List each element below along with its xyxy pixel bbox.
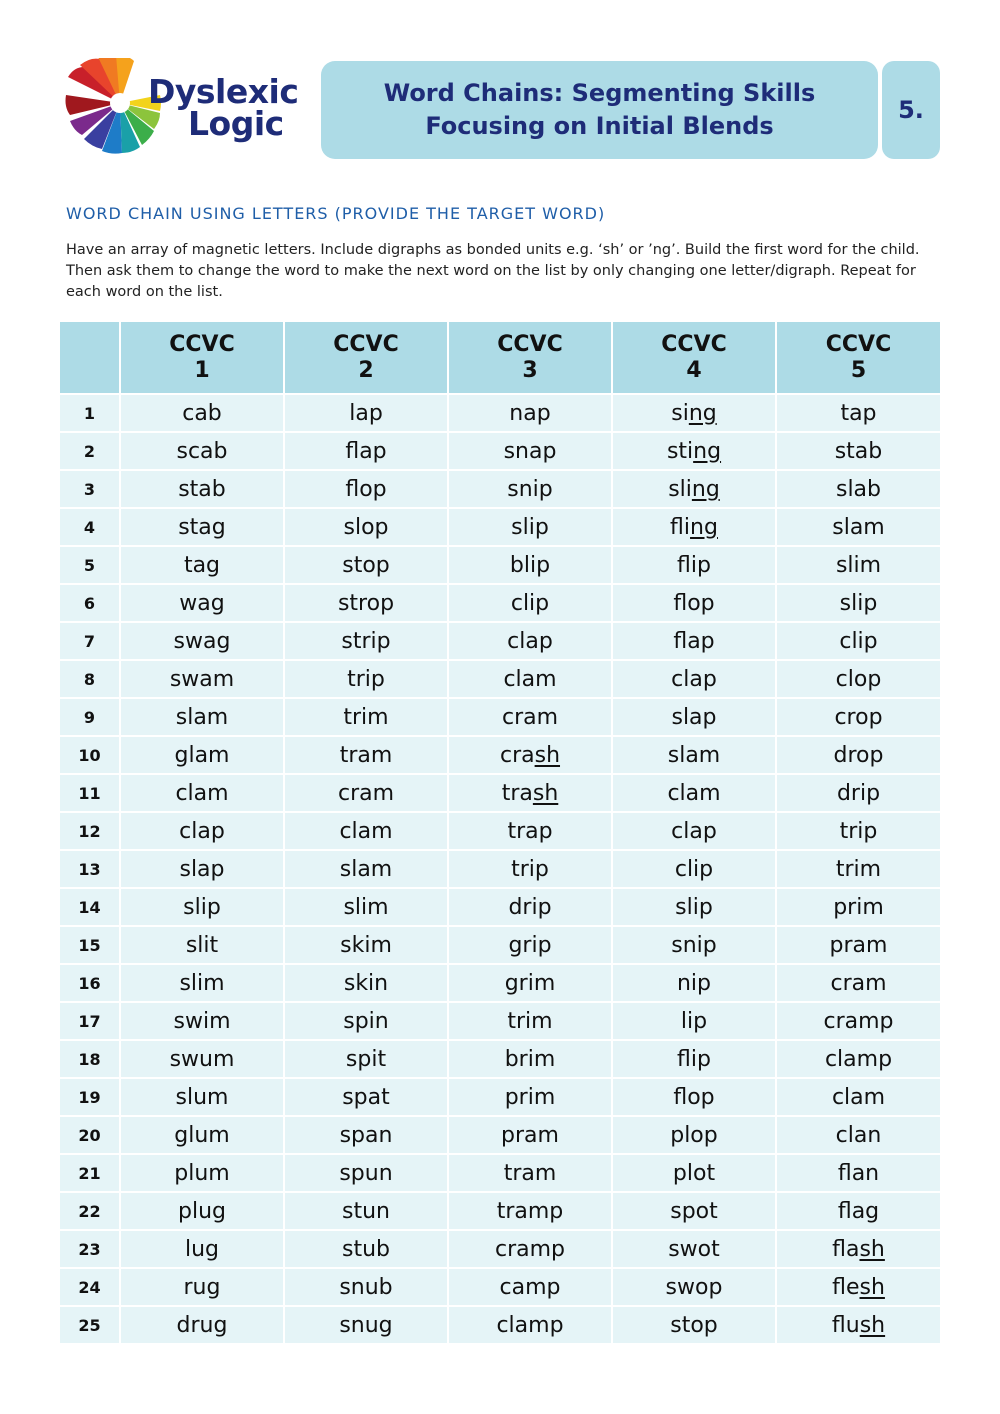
word-cell: plum — [120, 1154, 284, 1192]
table-row — [60, 660, 940, 698]
table-row — [60, 508, 940, 546]
table-row — [60, 470, 940, 508]
word-cell: nip — [612, 964, 776, 1002]
column-header: CCVC 4 — [612, 322, 776, 394]
row-number: 9 — [60, 698, 120, 736]
table-row — [60, 1040, 940, 1078]
word-cell: spat — [284, 1078, 448, 1116]
column-header: CCVC 2 — [284, 322, 448, 394]
title-banner — [321, 61, 878, 159]
word-cell: drip — [776, 774, 940, 812]
word-cell: slap — [120, 850, 284, 888]
word-cell: trip — [448, 850, 612, 888]
word-cell: scab — [120, 432, 284, 470]
logo-text — [148, 72, 299, 143]
word-cell: slip — [612, 888, 776, 926]
word-cell: flan — [776, 1154, 940, 1192]
word-chain-table — [60, 322, 940, 1343]
word-cell: slit — [120, 926, 284, 964]
word-cell: crop — [776, 698, 940, 736]
word-cell: fling — [612, 508, 776, 546]
word-cell: cab — [120, 394, 284, 432]
word-cell: tram — [284, 736, 448, 774]
word-cell: clam — [776, 1078, 940, 1116]
word-cell: cram — [284, 774, 448, 812]
instructions-text: Have an array of magnetic letters. Include digraphs as bonded units e.g. ‘sh’ or ’ng’. Build the first word for the child. Then ask them to change the word to make the next word on the list by only changing one letter/digraph. Repeat for each word on the list. — [66, 242, 920, 300]
row-number: 11 — [60, 774, 120, 812]
word-cell: flop — [612, 1078, 776, 1116]
table-row — [60, 1306, 940, 1343]
word-cell: snub — [284, 1268, 448, 1306]
row-number: 7 — [60, 622, 120, 660]
page-number: 5. — [898, 96, 924, 124]
word-cell: stub — [284, 1230, 448, 1268]
word-cell: swag — [120, 622, 284, 660]
table-row — [60, 698, 940, 736]
word-cell: clip — [448, 584, 612, 622]
word-cell: skim — [284, 926, 448, 964]
word-cell: slim — [776, 546, 940, 584]
column-header: CCVC 5 — [776, 322, 940, 394]
word-cell: slap — [612, 698, 776, 736]
row-number: 3 — [60, 470, 120, 508]
word-cell: clap — [612, 812, 776, 850]
word-cell: spit — [284, 1040, 448, 1078]
word-cell: sting — [612, 432, 776, 470]
word-cell: swot — [612, 1230, 776, 1268]
column-header: CCVC 1 — [120, 322, 284, 394]
table-row — [60, 546, 940, 584]
dyslexic-logic-logo — [62, 58, 312, 158]
table-row — [60, 774, 940, 812]
logo-word-logic: Logic — [188, 104, 284, 143]
word-cell: flip — [612, 546, 776, 584]
row-number: 5 — [60, 546, 120, 584]
word-cell: slam — [120, 698, 284, 736]
word-cell: wag — [120, 584, 284, 622]
word-cell: plot — [612, 1154, 776, 1192]
word-cell: slam — [612, 736, 776, 774]
word-cell: spot — [612, 1192, 776, 1230]
word-cell: clip — [612, 850, 776, 888]
table-header-row — [60, 322, 940, 394]
word-cell: cramp — [448, 1230, 612, 1268]
word-cell: flag — [776, 1192, 940, 1230]
table-row — [60, 888, 940, 926]
word-cell: stun — [284, 1192, 448, 1230]
flower-petals-icon — [62, 58, 162, 158]
row-number: 1 — [60, 394, 120, 432]
row-number: 20 — [60, 1116, 120, 1154]
row-number: 22 — [60, 1192, 120, 1230]
word-cell: stab — [776, 432, 940, 470]
word-cell: trip — [776, 812, 940, 850]
word-cell: pram — [448, 1116, 612, 1154]
word-cell: prim — [448, 1078, 612, 1116]
word-cell: slum — [120, 1078, 284, 1116]
word-cell: slip — [448, 508, 612, 546]
row-number: 23 — [60, 1230, 120, 1268]
word-cell: grip — [448, 926, 612, 964]
word-cell: sing — [612, 394, 776, 432]
word-cell: clam — [448, 660, 612, 698]
row-number: 17 — [60, 1002, 120, 1040]
word-cell: clam — [120, 774, 284, 812]
word-cell: clamp — [448, 1306, 612, 1343]
word-cell: slam — [284, 850, 448, 888]
row-number: 19 — [60, 1078, 120, 1116]
word-cell: prim — [776, 888, 940, 926]
word-cell: strop — [284, 584, 448, 622]
word-cell: slip — [120, 888, 284, 926]
column-header: CCVC 3 — [448, 322, 612, 394]
word-cell: clam — [284, 812, 448, 850]
word-cell: strip — [284, 622, 448, 660]
word-cell: drip — [448, 888, 612, 926]
word-cell: tap — [776, 394, 940, 432]
table-row — [60, 394, 940, 432]
word-cell: glam — [120, 736, 284, 774]
word-cell: rug — [120, 1268, 284, 1306]
word-cell: clap — [120, 812, 284, 850]
logo-word-dyslexic: Dyslexic — [148, 72, 299, 111]
word-cell: lug — [120, 1230, 284, 1268]
row-number: 6 — [60, 584, 120, 622]
word-cell: slim — [120, 964, 284, 1002]
word-cell: cram — [448, 698, 612, 736]
word-cell: stop — [284, 546, 448, 584]
word-cell: clap — [448, 622, 612, 660]
word-cell: cramp — [776, 1002, 940, 1040]
row-number: 4 — [60, 508, 120, 546]
table-row — [60, 1192, 940, 1230]
row-number: 10 — [60, 736, 120, 774]
word-cell: trim — [776, 850, 940, 888]
word-cell: flush — [776, 1306, 940, 1343]
row-number: 21 — [60, 1154, 120, 1192]
row-number: 25 — [60, 1306, 120, 1343]
word-cell: trap — [448, 812, 612, 850]
word-cell: slab — [776, 470, 940, 508]
word-cell: slop — [284, 508, 448, 546]
word-cell: drop — [776, 736, 940, 774]
word-cell: clan — [776, 1116, 940, 1154]
row-number: 24 — [60, 1268, 120, 1306]
word-cell: slim — [284, 888, 448, 926]
word-cell: flip — [612, 1040, 776, 1078]
word-cell: slip — [776, 584, 940, 622]
table-row — [60, 432, 940, 470]
word-cell: flop — [284, 470, 448, 508]
word-cell: trim — [284, 698, 448, 736]
table-row — [60, 926, 940, 964]
word-cell: flop — [612, 584, 776, 622]
word-cell: plug — [120, 1192, 284, 1230]
title-line-1: Word Chains: Segmenting Skills — [383, 79, 816, 107]
word-cell: plop — [612, 1116, 776, 1154]
word-cell: snip — [612, 926, 776, 964]
word-cell: flap — [284, 432, 448, 470]
table-row — [60, 1230, 940, 1268]
row-number: 8 — [60, 660, 120, 698]
row-number: 2 — [60, 432, 120, 470]
word-cell: flesh — [776, 1268, 940, 1306]
row-number: 16 — [60, 964, 120, 1002]
word-cell: nap — [448, 394, 612, 432]
row-number: 15 — [60, 926, 120, 964]
table-row — [60, 584, 940, 622]
table-row — [60, 1116, 940, 1154]
row-number: 14 — [60, 888, 120, 926]
word-cell: swim — [120, 1002, 284, 1040]
word-cell: tram — [448, 1154, 612, 1192]
word-cell: cram — [776, 964, 940, 1002]
table-row — [60, 964, 940, 1002]
word-cell: clap — [612, 660, 776, 698]
word-cell: clop — [776, 660, 940, 698]
word-cell: snap — [448, 432, 612, 470]
row-number: 13 — [60, 850, 120, 888]
word-cell: camp — [448, 1268, 612, 1306]
word-cell: brim — [448, 1040, 612, 1078]
word-cell: stab — [120, 470, 284, 508]
word-cell: flap — [612, 622, 776, 660]
word-cell: glum — [120, 1116, 284, 1154]
word-cell: stag — [120, 508, 284, 546]
title-line-2: Focusing on Initial Blends — [425, 112, 774, 140]
word-cell: swop — [612, 1268, 776, 1306]
word-cell: trim — [448, 1002, 612, 1040]
table-row — [60, 622, 940, 660]
word-cell: slam — [776, 508, 940, 546]
word-cell: clamp — [776, 1040, 940, 1078]
word-cell: blip — [448, 546, 612, 584]
word-cell: skin — [284, 964, 448, 1002]
word-cell: spin — [284, 1002, 448, 1040]
table-row — [60, 1268, 940, 1306]
word-cell: swum — [120, 1040, 284, 1078]
row-number: 18 — [60, 1040, 120, 1078]
table-row — [60, 850, 940, 888]
word-cell: trash — [448, 774, 612, 812]
word-cell: spun — [284, 1154, 448, 1192]
word-cell: span — [284, 1116, 448, 1154]
word-cell: lap — [284, 394, 448, 432]
table-row — [60, 812, 940, 850]
word-cell: trip — [284, 660, 448, 698]
table-row — [60, 736, 940, 774]
word-cell: crash — [448, 736, 612, 774]
word-cell: pram — [776, 926, 940, 964]
word-cell: lip — [612, 1002, 776, 1040]
word-cell: clam — [612, 774, 776, 812]
table-row — [60, 1154, 940, 1192]
word-cell: snug — [284, 1306, 448, 1343]
word-cell: tramp — [448, 1192, 612, 1230]
row-number: 12 — [60, 812, 120, 850]
word-cell: tag — [120, 546, 284, 584]
word-cell: sling — [612, 470, 776, 508]
page-number-badge — [882, 61, 940, 159]
word-cell: flash — [776, 1230, 940, 1268]
row-number-header — [60, 322, 120, 394]
word-cell: snip — [448, 470, 612, 508]
word-cell: swam — [120, 660, 284, 698]
table-row — [60, 1078, 940, 1116]
word-cell: drug — [120, 1306, 284, 1343]
table-row — [60, 1002, 940, 1040]
word-cell: stop — [612, 1306, 776, 1343]
section-heading: WORD CHAIN USING LETTERS (PROVIDE THE TARGET WORD) — [66, 204, 606, 223]
word-cell: grim — [448, 964, 612, 1002]
word-cell: clip — [776, 622, 940, 660]
